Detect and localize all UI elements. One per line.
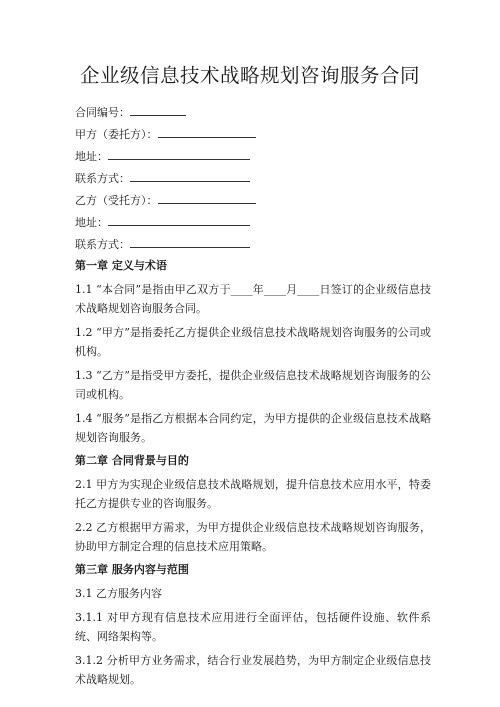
party-b-label: 乙方（受托方）： — [75, 194, 158, 207]
clause-1-2: 1.2 “甲方”是指委托乙方提供企业级信息技术战略规划咨询服务的公司或机构。 — [75, 326, 431, 358]
clause-2-1: 2.1 甲方为实现企业级信息技术战略规划，提升信息技术应用水平，特委托乙方提供专业的咨询服务。 — [75, 478, 431, 510]
clause-2-2: 2.2 乙方根据甲方需求，为甲方提供企业级信息技术战略规划咨询服务，协助甲方制定合理的信息技术应用策略。 — [75, 521, 431, 553]
party-b-line — [75, 192, 431, 208]
chapter-1-heading: 第一章 定义与术语 — [75, 259, 167, 272]
chapter-3-heading: 第三章 服务内容与范围 — [75, 563, 189, 576]
contract-number-label: 合同编号： — [75, 106, 130, 119]
chapter-2-heading: 第二章 合同背景与目的 — [75, 454, 189, 467]
clause-1-1: 1.1 “本合同”是指由甲乙双方于____年____月____日签订的企业级信息技术战略规划咨询服务合同。 — [75, 283, 431, 315]
party-b-blank[interactable] — [158, 192, 256, 204]
party-b-address-label: 地址： — [75, 216, 108, 229]
party-b-address-line — [75, 214, 431, 230]
party-b-address-blank[interactable] — [108, 214, 250, 226]
party-a-blank[interactable] — [158, 126, 256, 138]
contract-body — [75, 104, 431, 694]
party-a-address-line — [75, 148, 431, 164]
document-title: 企业级信息技术战略规划咨询服务合同 — [79, 64, 420, 87]
party-b-contact-label: 联系方式： — [75, 238, 130, 251]
clause-1-3: 1.3 “乙方”是指受甲方委托，提供企业级信息技术战略规划咨询服务的公司或机构。 — [75, 369, 431, 401]
party-a-address-blank[interactable] — [108, 148, 250, 160]
clause-3-1-1: 3.1.1 对甲方现有信息技术应用进行全面评估，包括硬件设施、软件系统、网络架构等。 — [75, 611, 431, 643]
party-b-contact-blank[interactable] — [130, 236, 250, 248]
contract-number-line — [75, 104, 431, 120]
party-a-contact-line — [75, 170, 431, 186]
party-a-address-label: 地址： — [75, 150, 108, 163]
clause-3-1-2: 3.1.2 分析甲方业务需求，结合行业发展趋势，为甲方制定企业级信息技术战略规划。 — [75, 654, 431, 686]
party-a-contact-label: 联系方式： — [75, 172, 130, 185]
clause-3-1: 3.1 乙方服务内容 — [75, 587, 162, 600]
clause-1-4: 1.4 “服务”是指乙方根据本合同约定，为甲方提供的企业级信息技术战略规划咨询服务。 — [75, 412, 431, 444]
contract-number-blank[interactable] — [130, 104, 186, 116]
party-b-contact-line — [75, 236, 431, 252]
party-a-contact-blank[interactable] — [130, 170, 250, 182]
party-a-line — [75, 126, 431, 142]
party-a-label: 甲方（委托方）： — [75, 128, 158, 141]
